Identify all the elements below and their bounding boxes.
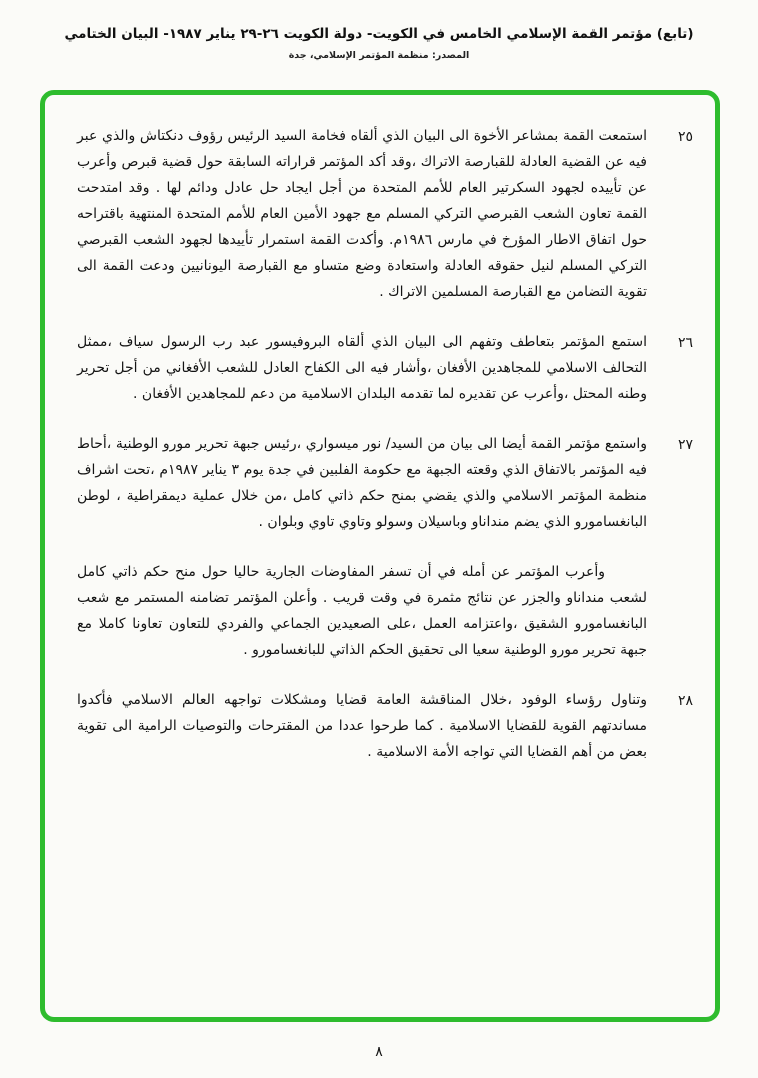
paragraph-text: وأعرب المؤتمر عن أمله في أن تسفر المفاوضات الجارية حاليا حول منح حكم ذاتي كامل لشعب منداناو والجزر عن نتائج مثمرة في وقت قريب . وأعلن المؤتمر تضامنه المستمر مع شعب البانغسامورو الشقيق ،واعتزامه العمل ،على الصعيدين الجماعي والفردي للتعاون تعاونا كاملا مع جبهة تحرير مورو الوطنية سعيا الى تحقيق الحكم الذاتي للبانغسامورو . bbox=[77, 564, 647, 658]
paragraph-text: استمع المؤتمر بتعاطف وتفهم الى البيان الذي ألقاه البروفيسور عبد رب الرسول سياف ،ممثل التحالف الاسلامي للمجاهدين الأفغان ،وأشار فيه الى الكفاح العادل للشعب الأفغاني من أجل تحرير وطنه المحتل ،وأعرب عن تقديره لما تقدمه البلدان الاسلامية من دعم للمجاهدين الأفغان . bbox=[77, 334, 647, 402]
paragraph-28 bbox=[77, 687, 693, 765]
source-line: المصدر: منظمة المؤتمر الإسلامي، جدة bbox=[288, 50, 470, 61]
highlight-border bbox=[40, 90, 720, 1022]
document-body bbox=[45, 95, 715, 775]
paragraph-number: ٢٧ bbox=[677, 437, 693, 453]
paragraph-26 bbox=[77, 329, 693, 407]
paragraph-text: وتناول رؤساء الوفود ،خلال المناقشة العامة قضايا ومشكلات تواجهه العالم الاسلامي فأكدوا مساندتهم القوية للقضايا الاسلامية . كما طرحوا عددا من المقترحات والتوصيات الرامية الى تقوية بعض من أهم القضايا التي تواجه الأمة الاسلامية . bbox=[77, 692, 647, 760]
paragraph-27 bbox=[77, 431, 693, 535]
document-header bbox=[0, 0, 758, 61]
paragraph-text: واستمع مؤتمر القمة أيضا الى بيان من السيد/ نور ميسواري ،رئيس جبهة تحرير مورو الوطنية ،أحاط فيه المؤتمر بالاتفاق الذي وقعته الجبهة مع حكومة الفلبين في جدة يوم ٣ يناير ١٩٨٧م ،تحت اشراف منظمة المؤتمر الاسلامي والذي يقضي بمنح حكم ذاتي كامل ،من خلال عملية ديمقراطية ، لوطن البانغسامورو الذي يضم منداناو وباسيلان وسولو وتاوي تاوي وبلوان . bbox=[77, 436, 647, 530]
paragraph-number: ٢٥ bbox=[677, 129, 693, 145]
paragraph-25 bbox=[77, 123, 693, 305]
page-number: ٨ bbox=[375, 1044, 383, 1060]
paragraph-number bbox=[647, 559, 693, 663]
paragraph-text: استمعت القمة بمشاعر الأخوة الى البيان الذي ألقاه فخامة السيد الرئيس رؤوف دنكتاش والذي عبر فيه عن القضية العادلة للقبارصة الاتراك ،وقد أكد المؤتمر قراراته السابقة حول قضية قبرص وأعرب عن تأييده لجهود السكرتير العام للأمم المتحدة من أجل ايجاد حل عادل ودائم لها . وقد امتدحت القمة تعاون الشعب القبرصي التركي المسلم مع جهود الأمين العام للأمم المتحدة المنتهية باقتراحه حول اتفاق الاطار المؤرخ في مارس ١٩٨٦م. وأكدت القمة استمرار تأييدها لجهود الشعب القبرصي التركي المسلم لنيل حقوقه العادلة واستعادة وضع متساو مع القبارصة اليونانيين ودعت القمة الى تقوية التضامن مع القبارصة المسلمين الاتراك . bbox=[77, 128, 647, 300]
paragraph-27-continuation bbox=[77, 559, 693, 663]
page-title: (تابع) مؤتمر القمة الإسلامي الخامس في الكويت- دولة الكويت ٢٦-٢٩ يناير ١٩٨٧- البيان الختامي bbox=[64, 26, 694, 42]
paragraph-number: ٢٦ bbox=[677, 335, 693, 351]
paragraph-number: ٢٨ bbox=[677, 693, 693, 709]
